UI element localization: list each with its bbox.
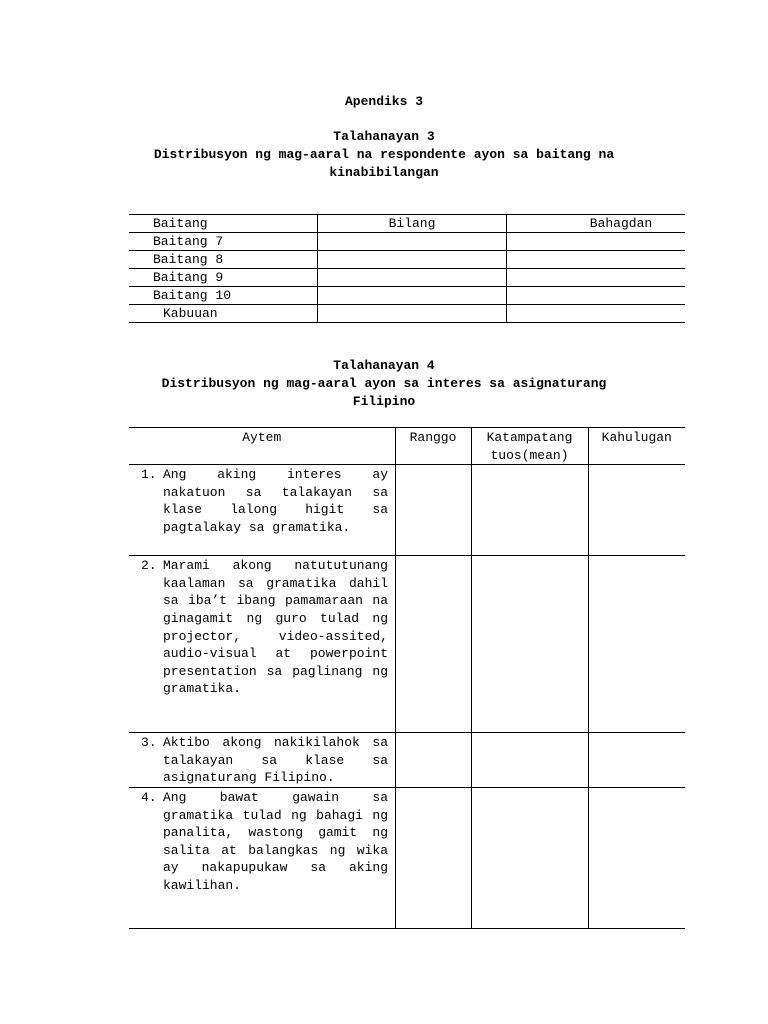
cell-bahagdan: [507, 305, 686, 323]
cell-bilang: [318, 233, 507, 251]
item-number: 4.: [141, 789, 157, 805]
cell-ranggo: [395, 465, 471, 556]
item-text: Ang bawat gawain sa gramatika tulad ng bahagi ng panalita, wastong gamit ng salita at balangkas ng wika ay nakapupukaw sa aking kawilihan.: [163, 789, 388, 893]
total-label: Kabuuan: [129, 305, 318, 323]
cell-ranggo: [395, 733, 471, 788]
row-label: Baitang 10: [129, 287, 318, 305]
table4-title-line1: Distribusyon ng mag-aaral ayon sa interes sa asignaturang: [161, 376, 607, 391]
row-label: Baitang 9: [129, 269, 318, 287]
header-baitang: Baitang: [129, 215, 318, 233]
table3-header-row: [129, 215, 685, 233]
header-mean: [471, 428, 588, 465]
table-row: [129, 251, 685, 269]
header-ranggo: Ranggo: [395, 428, 471, 465]
table-row: [129, 287, 685, 305]
cell-bilang: [318, 287, 507, 305]
cell-ranggo: [395, 787, 471, 928]
item-text: Ang aking interes ay nakatuon sa talakayan sa klase lalong higit sa pagtalakay sa gramatika.: [163, 467, 388, 535]
cell-bahagdan: [507, 269, 686, 287]
item-text: Aktibo akong nakikilahok sa talakayan sa klase sa asignaturang Filipino.: [163, 735, 388, 786]
row-label: Baitang 8: [129, 251, 318, 269]
header-mean-line2: tuos(mean): [490, 447, 569, 463]
table3-total-row: [129, 305, 685, 323]
cell-mean: [471, 556, 588, 733]
cell-bilang: [318, 251, 507, 269]
cell-bilang: [318, 305, 507, 323]
header-mean-line1: Katampatang: [486, 430, 573, 445]
cell-mean: [471, 465, 588, 556]
header-bahagdan: Bahagdan: [507, 215, 686, 233]
cell-bahagdan: [507, 233, 686, 251]
table-row: [129, 787, 685, 928]
table4-title-line2: Filipino: [352, 394, 416, 409]
row-label: Baitang 7: [129, 233, 318, 251]
table4-caption: Talahanayan 4: [333, 358, 435, 373]
item-text: Marami akong natututunang kaalaman sa gramatika dahil sa iba’t ibang pamamaraan na ginagamit ng guro tulad ng projector, video-assited, audio-visual at powerpoint presentation sa paglinang ng gramatika.: [163, 558, 388, 697]
header-aytem: Aytem: [129, 428, 395, 465]
table-row: [129, 733, 685, 788]
table3-caption: Talahanayan 3: [333, 129, 435, 144]
cell-mean: [471, 733, 588, 788]
table-row: [129, 233, 685, 251]
table-row: [129, 465, 685, 556]
table4: [129, 427, 685, 929]
cell-bilang: [318, 269, 507, 287]
header-kahulugan: Kahulugan: [588, 428, 685, 465]
cell-kahulugan: [588, 556, 685, 733]
table-row: [129, 556, 685, 733]
cell-bahagdan: [507, 287, 686, 305]
item-cell: [129, 556, 395, 733]
table-row: [129, 269, 685, 287]
item-cell: [129, 733, 395, 788]
cell-kahulugan: [588, 465, 685, 556]
table3-title-line2: kinabibilangan: [329, 165, 439, 180]
item-number: 1.: [141, 467, 157, 483]
header-bilang: Bilang: [318, 215, 507, 233]
item-number: 3.: [141, 735, 157, 751]
item-cell: [129, 465, 395, 556]
item-cell: [129, 787, 395, 928]
cell-bahagdan: [507, 251, 686, 269]
table4-header-row: [129, 428, 685, 465]
appendix-title: Apendiks 3: [344, 94, 423, 109]
cell-ranggo: [395, 556, 471, 733]
table3-title-line1: Distribusyon ng mag-aaral na respondente ayon sa baitang na: [153, 147, 615, 162]
cell-kahulugan: [588, 733, 685, 788]
cell-mean: [471, 787, 588, 928]
item-number: 2.: [141, 558, 157, 574]
table3: [129, 214, 685, 323]
cell-kahulugan: [588, 787, 685, 928]
